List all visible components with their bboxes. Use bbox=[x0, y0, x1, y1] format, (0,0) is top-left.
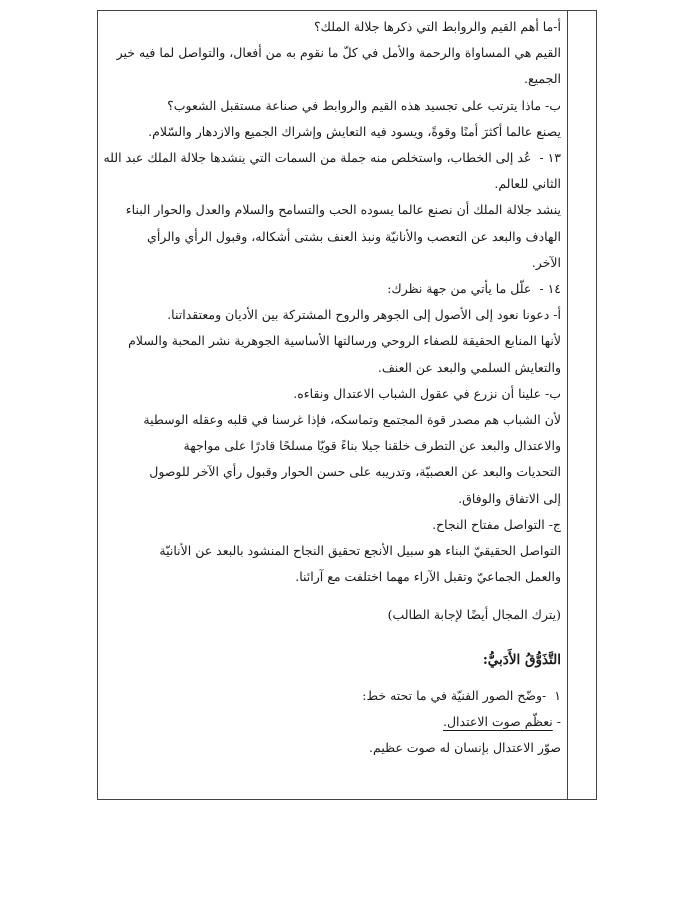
q14-b-answer-line4: إلى الاتفاق والوفاق. bbox=[458, 490, 561, 506]
section-heading: التَّذَوُّقُ الأَدَبيُّ: bbox=[482, 651, 561, 668]
q14-number: ١٤ - bbox=[539, 281, 561, 297]
taste-item-prefix: - bbox=[552, 714, 561, 730]
q14-b-question: ب- علينا أن نزرع في عقول الشباب الاعتدال ونقاءه. bbox=[293, 385, 561, 401]
q14-c-answer-line2: والعمل الجماعيّ وتقبل الآراء مهما اختلفت مع آرائنا. bbox=[295, 569, 561, 585]
q13-answer-line2: الهادف والبعد عن التعصب والأنانيّة ونبذ العنف بشتى أشكاله، وقبول الرأي والرأي bbox=[147, 228, 561, 244]
q12-b-answer: يصنع عالما أكثرَ أمنًا وقوةً، ويسود فيه التعايش وإشراك الجميع والازدهار والسّلام. bbox=[148, 123, 561, 139]
q13-question-line1 bbox=[103, 145, 561, 171]
q13-answer-line1: ينشد جلالة الملك أن نصنع عالما يسوده الحب والتسامح والسلام والعدل والحوار البناء bbox=[125, 202, 561, 218]
q12-a-question: أ-ما أهم القيم والروابط التي ذكرها جلالة الملك؟ bbox=[314, 19, 561, 34]
q14-a-answer-line2: والتعايش السلمي والبعد عن العنف. bbox=[377, 359, 561, 375]
q14-a-answer-line1: لأنها المنابع الحقيقة للصفاء الروحي ورسالتها الأساسية الجوهرية نشر المحبة والسلام bbox=[128, 333, 561, 349]
document-content bbox=[103, 14, 561, 761]
number-column-divider bbox=[567, 10, 568, 800]
q14-b-answer-line2: والاعتدال والبعد عن التطرف خلقنا جيلا بناءً قويّا مسلحًا قادرًا على مواجهة bbox=[183, 438, 561, 454]
q13-question-text: عُد إلى الخطاب، واستخلص منه جملة من السمات التي ينشدها جلالة الملك عبد الله bbox=[103, 150, 532, 166]
taste-answer: صوّر الاعتدال بإنسان له صوت عظيم. bbox=[369, 740, 561, 756]
q14-c-question: ج- التواصل مفتاح النجاح. bbox=[432, 516, 561, 532]
q14-question-text: علّل ما يأتي من جهة نظرك: bbox=[387, 281, 532, 297]
q14-c-answer-line1: التواصل الحقيقيّ البناء هو سبيل الأنجع تحقيق النجاح المنشود بالبعد عن الأنانيّة bbox=[159, 543, 561, 559]
q13-question-line2: الثاني للعالم. bbox=[494, 176, 561, 192]
q14-question bbox=[103, 276, 561, 302]
q13-answer-line3: الآخر. bbox=[531, 254, 561, 270]
q12-a-answer-line2: الجميع. bbox=[524, 71, 561, 87]
student-answer-note: (يترك المجال أيضًا لإجابة الطالب) bbox=[387, 607, 561, 623]
q14-a-question: أ- دعونا نعود إلى الأصول إلى الجوهر والروح المشتركة بين الأديان ومعتقداتنا. bbox=[167, 307, 561, 323]
q12-a-answer-line1: القيم هي المساواة والرحمة والأمل في كلّ ما نقوم به من أفعال، والتواصل لما فيه خير bbox=[116, 45, 561, 61]
taste-question-text: -وضّح الصور الفنيّة في ما تحته خط: bbox=[362, 687, 547, 703]
q14-b-answer-line3: التحديات والبعد عن العصبيّة، وتدريبه على حسن الحوار وقبول رأي الآخر للوصول bbox=[149, 464, 561, 480]
q13-number: ١٣ - bbox=[539, 150, 561, 166]
q12-b-question: ب- ماذا يترتب على تجسيد هذه القيم والروابط في صناعة مستقبل الشعوب؟ bbox=[167, 97, 561, 113]
taste-number: ١ bbox=[554, 687, 561, 703]
taste-item-text: نعظّم صوت الاعتدال. bbox=[443, 714, 553, 730]
taste-item bbox=[103, 709, 561, 735]
q14-b-answer-line1: لأن الشباب هم مصدر قوة المجتمع وتماسكه، فإذا غرسنا في قلبه وعقله الوسطية bbox=[143, 412, 561, 428]
taste-question bbox=[103, 683, 561, 709]
